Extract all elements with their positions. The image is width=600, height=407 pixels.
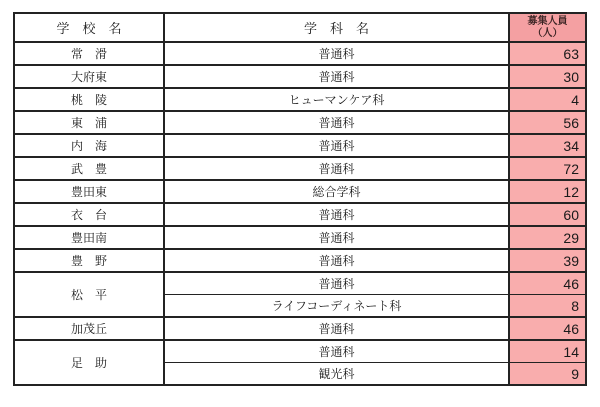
table-row [14,272,586,295]
dept-cell: 普通科 [164,249,509,272]
school-cell: 常 滑 [14,42,164,65]
count-cell: 72 [509,157,586,180]
count-cell: 9 [509,363,586,386]
count-cell: 29 [509,226,586,249]
table-row [14,65,586,88]
school-cell: 加茂丘 [14,317,164,340]
header-row [14,13,586,42]
table-row [14,249,586,272]
header-school: 学 校 名 [14,13,164,42]
count-cell: 34 [509,134,586,157]
count-cell: 46 [509,317,586,340]
count-cell: 4 [509,88,586,111]
dept-cell: 総合学科 [164,180,509,203]
dept-cell: 普通科 [164,203,509,226]
dept-cell: 普通科 [164,272,509,295]
table-row [14,317,586,340]
dept-cell: 普通科 [164,226,509,249]
count-cell: 63 [509,42,586,65]
dept-cell: 普通科 [164,65,509,88]
table-row [14,340,586,363]
recruitment-table [13,12,587,386]
dept-cell: ヒューマンケア科 [164,88,509,111]
count-cell: 39 [509,249,586,272]
table-row [14,111,586,134]
table-row [14,42,586,65]
count-cell: 12 [509,180,586,203]
dept-cell: 観光科 [164,363,509,386]
school-cell: 豊田南 [14,226,164,249]
count-cell: 8 [509,295,586,318]
count-cell: 14 [509,340,586,363]
table-row [14,157,586,180]
table-row [14,180,586,203]
count-cell: 60 [509,203,586,226]
table-row [14,226,586,249]
recruitment-table-sheet [13,12,587,386]
school-cell: 豊 野 [14,249,164,272]
header-count [509,13,586,42]
table-row [14,88,586,111]
school-cell: 内 海 [14,134,164,157]
header-count-line1: 募集人員 [527,15,568,27]
school-cell: 大府東 [14,65,164,88]
dept-cell: 普通科 [164,134,509,157]
header-count-line2: （人） [532,27,563,39]
count-cell: 56 [509,111,586,134]
table-row [14,203,586,226]
dept-cell: 普通科 [164,340,509,363]
school-cell: 武 豊 [14,157,164,180]
school-cell: 衣 台 [14,203,164,226]
school-cell: 足 助 [14,340,164,385]
dept-cell: 普通科 [164,317,509,340]
school-cell: 豊田東 [14,180,164,203]
dept-cell: 普通科 [164,157,509,180]
school-cell: 松 平 [14,272,164,317]
count-cell: 30 [509,65,586,88]
table-row [14,134,586,157]
dept-cell: ライフコーディネート科 [164,295,509,318]
dept-cell: 普通科 [164,42,509,65]
count-cell: 46 [509,272,586,295]
school-cell: 東 浦 [14,111,164,134]
school-cell: 桃 陵 [14,88,164,111]
header-dept: 学 科 名 [164,13,509,42]
dept-cell: 普通科 [164,111,509,134]
